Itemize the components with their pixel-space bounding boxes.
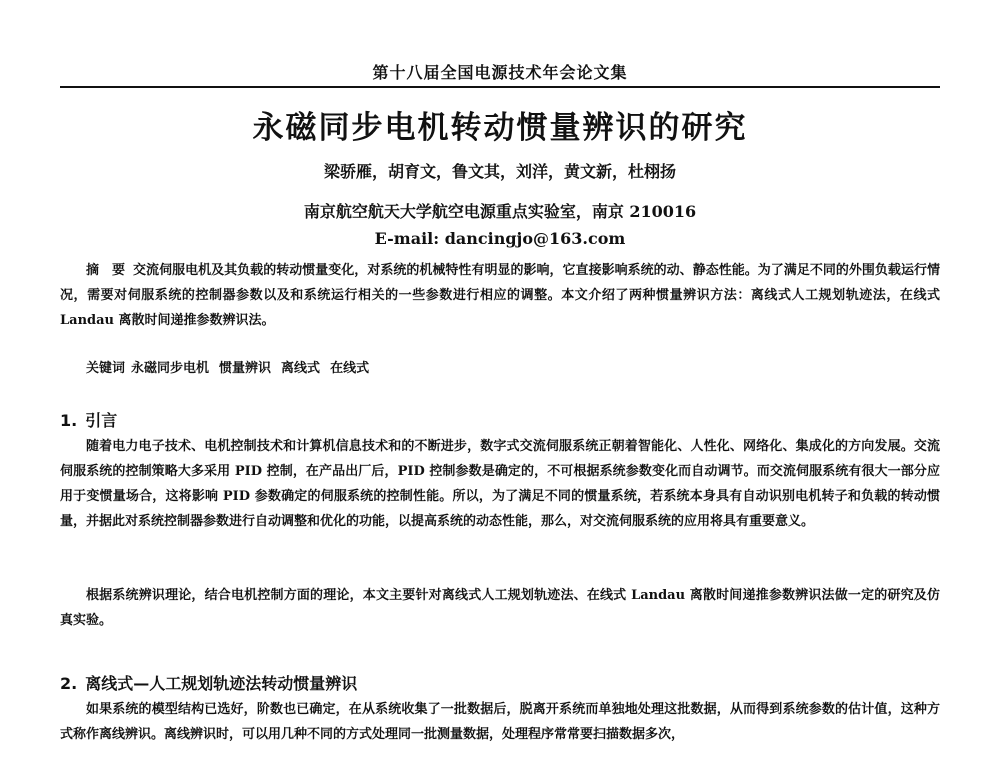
running-head: 第十八届全国电源技术年会论文集 bbox=[372, 63, 628, 82]
abstract-text: 交流伺服电机及其负载的转动惯量变化，对系统的机械特性有明显的影响，它直接影响系统的动、静态性能。为了满足不同的外围负载运行情况，需要对伺服系统的控制器参数以及和系统运行相关的一些参数进行相应的调整。本文介绍了两种惯量辨识方法：离线式人工规划轨迹法，在线式 Landau 离散时间递推参数辨识法。 bbox=[60, 263, 940, 328]
abstract bbox=[60, 258, 940, 333]
body-paragraph: 随着电力电子技术、电机控制技术和计算机信息技术和的不断进步，数字式交流伺服系统正朝着智能化、人性化、网络化、集成化的方向发展。交流伺服系统的控制策略大多采用 PID 控制，在产品出厂后，PID 控制参数是确定的，不可根据系统参数变化而自动调节。而交流伺服系统有很大一部分应用于变惯量场合，这将影响 PID 参数确定的伺服系统的控制性能。所以，为了满足不同的惯量系统，若系统本身具有自动识别电机转子和负载的转动惯量，并据此对系统控制器参数进行自动调整和优化的功能，以提高系统的动态性能，那么，对交流伺服系统的应用将具有重要意义。 bbox=[60, 439, 940, 529]
section-number: 2. bbox=[60, 674, 78, 693]
keyword-item: 永磁同步电机 bbox=[131, 361, 210, 376]
header-rule bbox=[60, 86, 940, 88]
section-title: 引言 bbox=[85, 411, 118, 430]
section-title: 离线式—人工规划轨迹法转动惯量辨识 bbox=[85, 674, 358, 693]
body-paragraph: 根据系统辨识理论，结合电机控制方面的理论，本文主要针对离线式人工规划轨迹法、在线式 Landau 离散时间递推参数辨识法做一定的研究及仿真实验。 bbox=[60, 588, 940, 628]
keyword-item: 惯量辨识 bbox=[219, 361, 272, 376]
keywords-label: 关键词 bbox=[86, 361, 126, 376]
keywords bbox=[86, 356, 940, 381]
keyword-item: 离线式 bbox=[281, 361, 321, 376]
section-heading bbox=[60, 408, 117, 431]
section-number: 1. bbox=[60, 411, 78, 430]
abstract-label: 摘 要 bbox=[86, 263, 126, 278]
author-email: E-mail: dancingjo@163.com bbox=[374, 229, 626, 248]
section-heading bbox=[60, 671, 357, 694]
body-paragraph: 如果系统的模型结构已选好，阶数也已确定，在从系统收集了一批数据后，脱离开系统而单独地处理这批数据，从而得到系统参数的估计值，这种方式称作离线辨识。离线辨识时，可以用几种不同的方式处理同一批测量数据，处理程序常常要扫描数据多次， bbox=[60, 702, 940, 742]
paper-title: 永磁同步电机转动惯量辨识的研究 bbox=[252, 110, 748, 146]
affiliation: 南京航空航天大学航空电源重点实验室，南京 210016 bbox=[303, 202, 697, 221]
author-list: 梁骄雁，胡育文，鲁文其，刘洋，黄文新，杜栩扬 bbox=[323, 162, 676, 181]
keyword-item: 在线式 bbox=[330, 361, 370, 376]
